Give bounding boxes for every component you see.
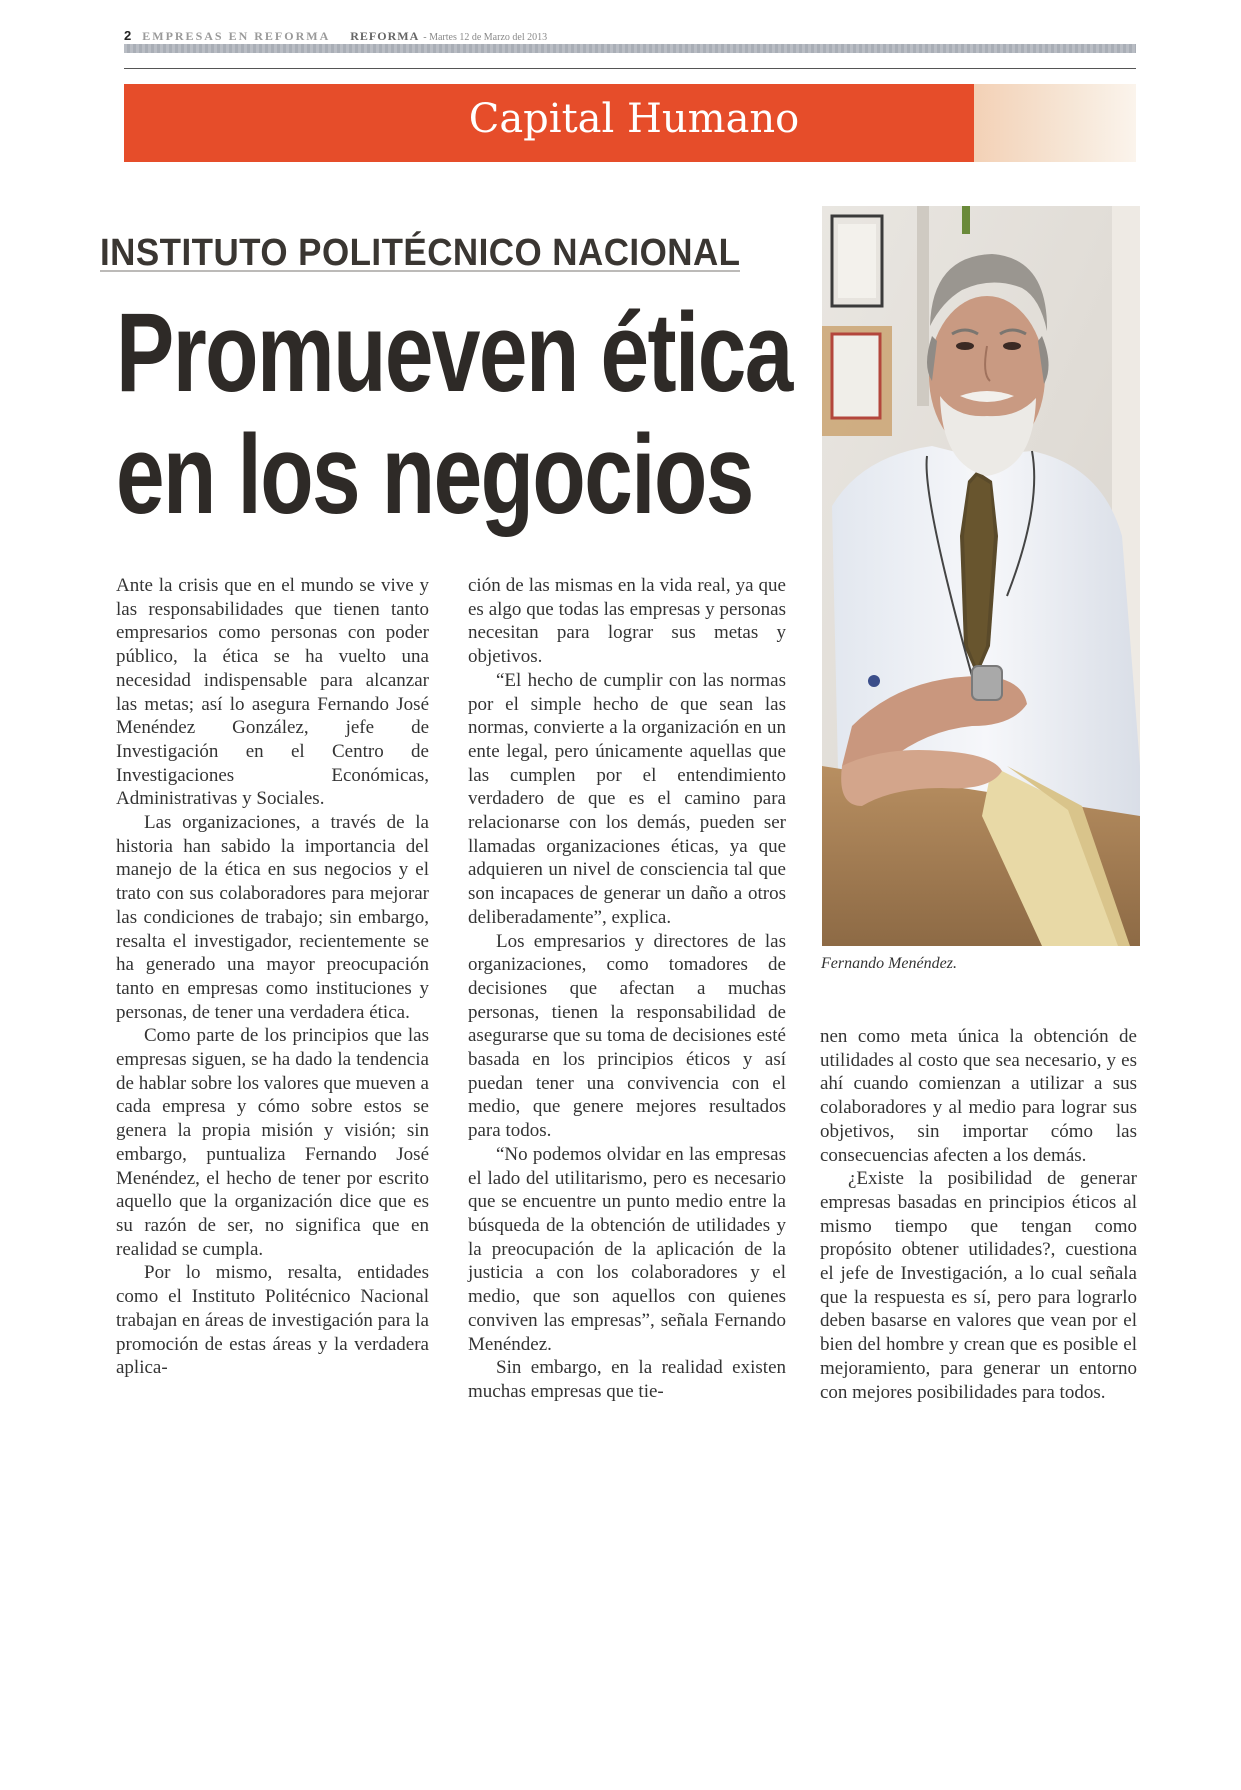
article-column-1 (116, 574, 429, 1380)
publication-name: REFORMA (350, 29, 420, 43)
article-kicker: INSTITUTO POLITÉCNICO NACIONAL (100, 232, 741, 274)
portrait-photo (822, 206, 1140, 946)
photo-caption: Fernando Menéndez. (821, 955, 957, 972)
section-banner (124, 84, 1136, 162)
paragraph: nen como meta única la obtención de utilidades al costo que sea necesario, y es ahí cuando comienzan a utilizar a sus colaboradores y al medio para lograr sus objetivos, sin importar cómo las consecuencias afecten a los demás. (820, 1026, 1137, 1166)
header-rule (124, 68, 1136, 69)
page-folio (124, 28, 547, 44)
section-banner-title: Capital Humano (468, 96, 800, 142)
paragraph: ción de las mismas en la vida real, ya que es algo que todas las empresas y personas necesitan para lograr sus metas y objetivos. (468, 575, 786, 668)
page-number: 2 (124, 28, 133, 43)
paragraph: Como parte de los principios que las empresas siguen, se ha dado la tendencia de hablar sobre los valores que mueven a cada empresa y cómo sobre estos se genera la propia misión y visión; sin embargo, puntualiza Fernando José Menéndez, el hecho de tener por escrito aquello que la organización dice que es su razón de ser, no significa que en realidad se cumpla. (116, 1025, 429, 1260)
paragraph: Por lo mismo, resalta, entidades como el Instituto Politécnico Nacional trabajan en áreas de investigación para la promoción de estas áreas y la verdadera aplica- (116, 1262, 429, 1379)
paragraph: Las organizaciones, a través de la historia han sabido la importancia del manejo de la ética en sus negocios y el trato con sus colaboradores para mejorar las condiciones de trabajo; sin embargo, resalta el investigador, recientemente se ha generado una mayor preocupación tanto en empresas como instituciones y personas, de tener una verdadera ética. (116, 812, 429, 1023)
publication-date: - Martes 12 de Marzo del 2013 (423, 32, 548, 43)
headline-line-1: Promueven ética (116, 290, 792, 415)
header-bar (124, 44, 1136, 53)
headline-line-2: en los negocios (116, 412, 753, 537)
paragraph: Ante la crisis que en el mundo se vive y las responsabilidades que tienen tanto empresarios como personas con poder público, la ética se ha vuelto una necesidad indispensable para alcanzar las metas; así lo asegura Fernando José Menéndez González, jefe de Investigación en el Centro de Investigaciones Económicas, Administrativas y Sociales. (116, 575, 429, 810)
paragraph: “No podemos olvidar en las empresas el lado del utilitarismo, pero es necesario que se encuentre un punto medio entre la búsqueda de la obtención de utilidades y la preocupación de la aplicación de la justicia a con los colaboradores y el medio, que son aquellos con quienes conviven las empresas”, señala Fernando Menéndez. (468, 1143, 786, 1355)
article-column-3 (820, 1025, 1137, 1404)
paragraph: ¿Existe la posibilidad de generar empresas basadas en principios éticos al mismo tiempo que tengan como propósito obtener utilidades?, cuestiona el jefe de Investigación, a lo cual señala que la respuesta es sí, pero para lograrlo deben basarse en valores que vean por el bien del hombre y crean que es posible el mejoramiento, para generar un entorno con mejores posibilidades para todos. (820, 1168, 1137, 1403)
section-name: EMPRESAS EN REFORMA (142, 29, 331, 43)
kicker-underline (100, 270, 740, 272)
article-headline (116, 292, 792, 536)
paragraph: Sin embargo, en la realidad existen muchas empresas que tie- (468, 1357, 786, 1402)
article-column-2 (468, 574, 786, 1404)
paragraph: “El hecho de cumplir con las normas por el simple hecho de que sean las normas, convierte a la organización en un ente legal, pero únicamente aquellas que las cumplen por el entendimiento verdadero de que es el camino para relacionarse con los demás, pueden ser llamadas organizaciones éticas, ya que adquieren un nivel de consciencia tal que son incapaces de generar un daño a otros deliberadamente”, explica. (468, 669, 786, 928)
paragraph: Los empresarios y directores de las organizaciones, como tomadores de decisiones que afectan a muchas personas, tienen la responsabilidad de asegurarse que su toma de decisiones esté basada en los principios éticos y así puedan tener una convivencia con el medio, que genere mejores resultados para todos. (468, 930, 786, 1142)
